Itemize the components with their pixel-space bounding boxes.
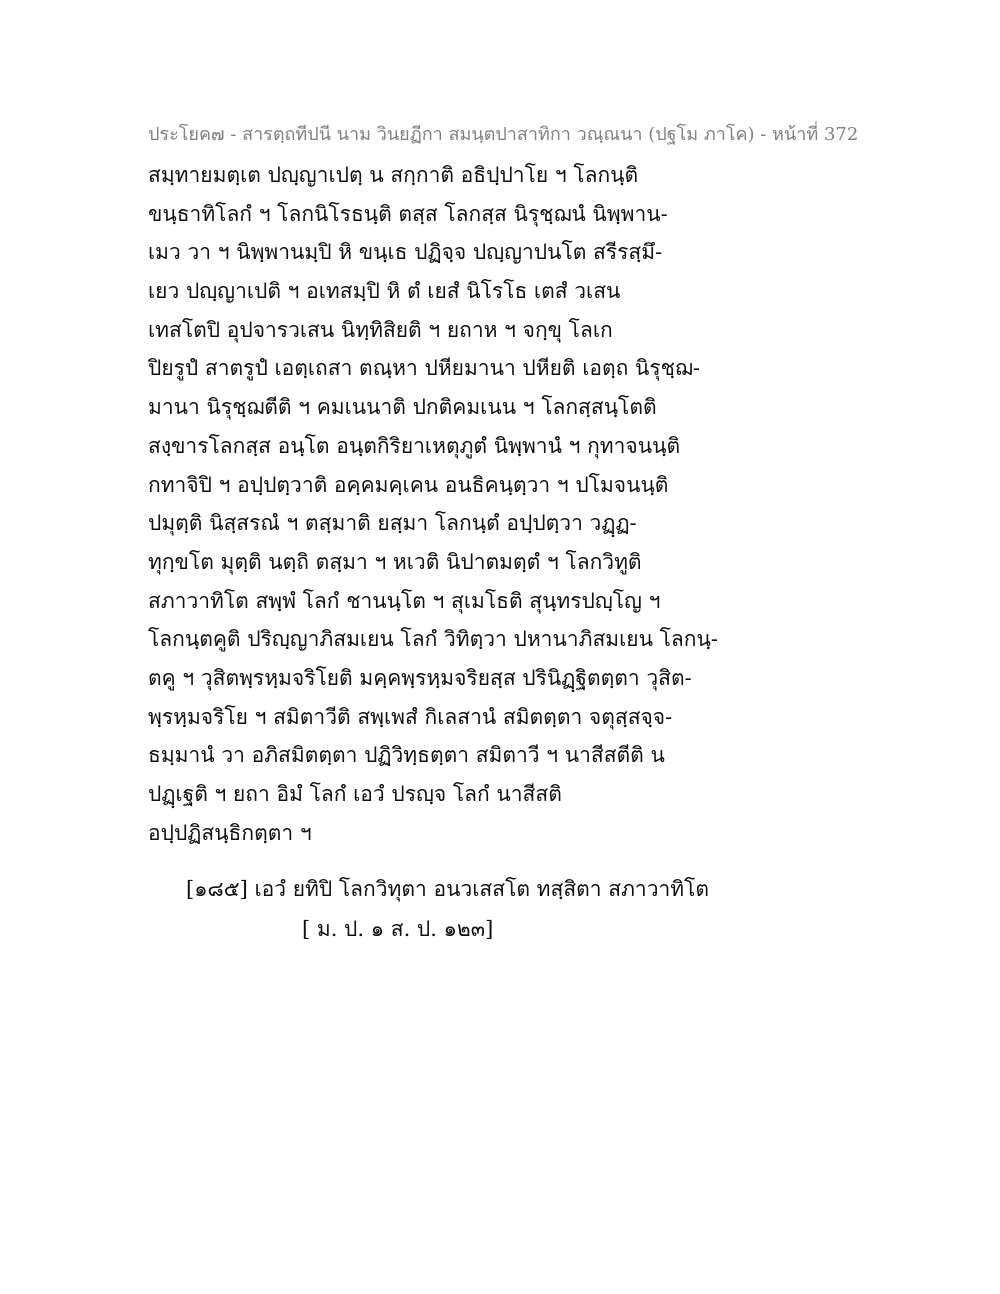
body-text: [148, 156, 718, 852]
text-line: โลกนฺตคูติ ปริญฺญาภิสมเยน โลกํ วิทิตฺวา ปหานาภิสมเยน โลกนฺ-: [148, 627, 718, 652]
text-line: เยว ปญฺญาเปติ ฯ อเทสมฺปิ หิ ตํ เยสํ นิโรโธ เตสํ วเสน: [148, 279, 621, 304]
source-reference: [ ม. ป. ๑ ส. ป. ๑๒๓]: [302, 917, 494, 941]
text-line: กทาจิปิ ฯ อปฺปตฺวาติ อคฺคมคฺเคน อนธิคนฺตฺวา ฯ ปโมจนนฺติ: [148, 472, 669, 497]
text-line: เมว วา ฯ นิพฺพานมฺปิ หิ ขนฺเธ ปฏิจฺจ ปญฺญาปนโต สรีรสฺมึ-: [148, 240, 663, 265]
text-line: เทสโตปิ อุปจารวเสน นิทฺทิสิยติ ฯ ยถาห ฯ จกฺขุ โลเก: [148, 317, 613, 342]
text-line: ทุกฺขโต มุตฺติ นตฺถิ ตสฺมา ฯ หเวติ นิปาตมตฺตํ ฯ โลกวิทูติ: [148, 549, 642, 574]
text-line: ตคู ฯ วุสิตพฺรหฺมจริโยติ มคฺคพฺรหฺมจริยสฺส ปรินิฏฺฐิตตฺตา วุสิต-: [148, 665, 692, 690]
text-line: สงฺขารโลกสฺส อนฺโต อนฺตกิริยาเหตุภูตํ นิพฺพานํ ฯ กุทาจนนฺติ: [148, 433, 681, 458]
text-line: พฺรหฺมจริโย ฯ สมิตาวีติ สพฺเพสํ กิเลสานํ สมิตตฺตา จตุสฺสจฺจ-: [148, 704, 673, 729]
text-line: สมฺทายมตฺเต ปญฺญาเปตฺ น สกฺกาติ อธิปฺปาโย ฯ โลกนฺติ: [148, 163, 639, 187]
running-header: ประโยค๗ - สารตฺถทีปนี นาม วินยฏีกา สมนฺตปาสาทิกา วณฺณนา (ปฐโม ภาโค) - หน้าที่ 372: [148, 124, 859, 145]
text-line: ปิยรูปํ สาตรูปํ เอตฺเถสา ตณฺหา ปหียมานา ปหียติ เอตฺถ นิรุชฺฌ-: [148, 356, 700, 381]
text-line: ปมุตฺติ นิสฺสรณํ ฯ ตสฺมาติ ยสฺมา โลกนฺตํ อปฺปตฺวา วฏฺฏ-: [148, 511, 637, 536]
text-line: สภาวาทิโต สพฺพํ โลกํ ชานนฺโต ฯ สุเมโธติ สุนฺทรปญฺโญ ฯ: [148, 588, 661, 613]
text-line: ขนฺธาทิโลกํ ฯ โลกนิโรธนฺติ ตสฺส โลกสฺส นิรุชฺฌนํ นิพฺพาน-: [148, 201, 668, 226]
text-line: ธมฺมานํ วา อภิสมิตตฺตา ปฏิวิทฺธตฺตา สมิตาวี ฯ นาสีสตีติ น: [148, 743, 665, 768]
text-line: ปฏฺเฐติ ฯ ยถา อิมํ โลกํ เอวํ ปรญฺจ โลกํ นาสีสติ: [148, 782, 562, 806]
numbered-verse: [๑๘๕] เอวํ ยทิปิ โลกวิทุตา อนวเสสโต ทสฺสิตา สภาวาทิโต: [186, 877, 710, 901]
text-line: อปฺปฏิสนฺธิกตฺตา ฯ: [148, 820, 312, 845]
text-line: มานา นิรุชฺฌตีติ ฯ คมเนนาติ ปกติคมเนน ฯ โลกสฺสนฺโตติ: [148, 395, 657, 420]
